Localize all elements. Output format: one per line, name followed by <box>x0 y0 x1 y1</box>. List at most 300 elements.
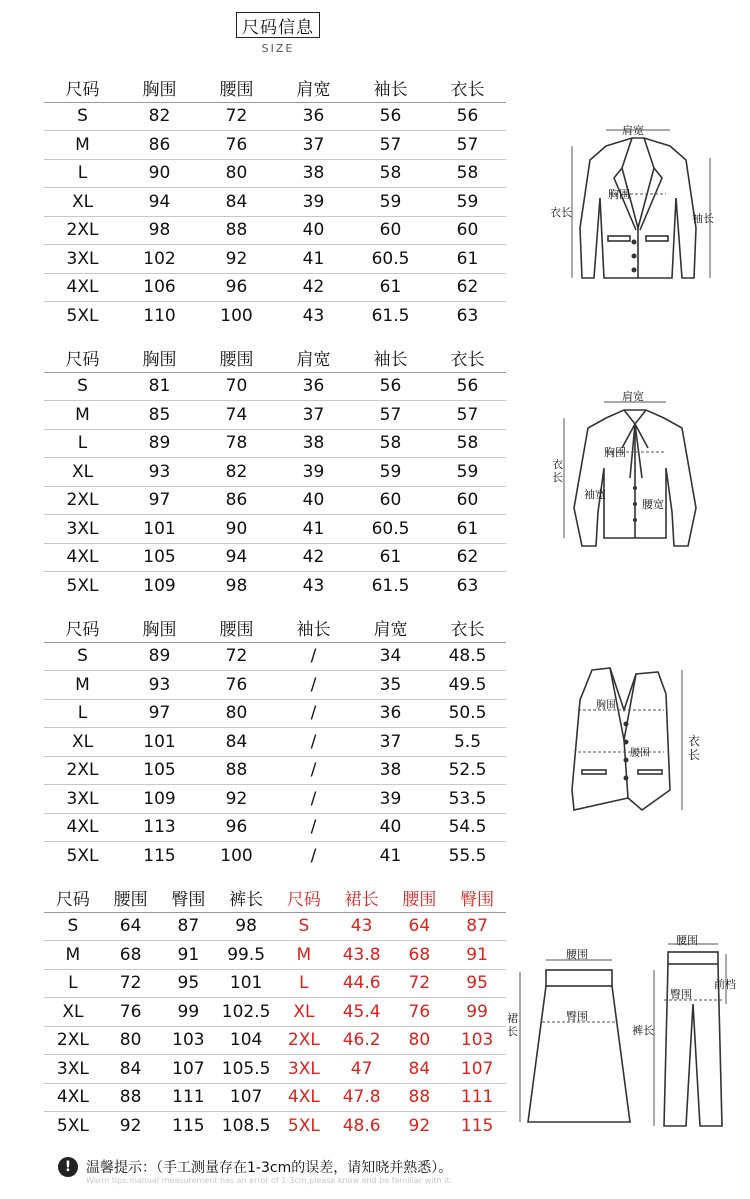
table-cell: 107 <box>229 1087 263 1108</box>
table-row <box>44 998 506 1027</box>
table-cell: 48.5 <box>448 646 487 667</box>
warm-tip-text: 温馨提示：（手工测量存在1-3cm的误差，请知晓并熟悉）。 <box>86 1160 453 1176</box>
table-cell: S <box>77 646 88 667</box>
table-cell: M <box>75 674 90 695</box>
table-cell: 44.6 <box>342 973 381 994</box>
table-row <box>44 245 506 274</box>
blazer-label-shoulder: 肩宽 <box>622 124 644 137</box>
table-cell: 62 <box>456 547 479 568</box>
table-cell: 58 <box>379 163 402 184</box>
table-cell: 96 <box>225 277 248 298</box>
table-cell: 92 <box>408 1116 431 1137</box>
table-cell: 43.8 <box>342 944 381 965</box>
table-cell: 104 <box>229 1030 263 1051</box>
table-cell: 88 <box>408 1087 431 1108</box>
table-cell: 58 <box>379 433 402 454</box>
table-cell: 3XL <box>56 1058 89 1079</box>
table-cell: 108.5 <box>221 1116 271 1137</box>
table-cell: / <box>310 674 317 695</box>
table-cell: 92 <box>119 1116 142 1137</box>
size-table-bottoms <box>44 884 506 1141</box>
table-cell: 111 <box>460 1087 494 1108</box>
table-cell: 107 <box>460 1058 494 1079</box>
skirt-label-length: 裙长 <box>507 1012 518 1038</box>
table-cell: 5XL <box>66 306 99 327</box>
table-cell: 55.5 <box>448 846 487 867</box>
table-cell: 36 <box>302 376 325 397</box>
table-cell: 5XL <box>66 576 99 597</box>
table-row <box>44 373 506 402</box>
table-cell: 86 <box>225 490 248 511</box>
table-cell: 39 <box>302 191 325 212</box>
table-cell: M <box>296 944 312 965</box>
table-cell: 98 <box>225 576 248 597</box>
table-header-cell: 袖长 <box>373 80 408 101</box>
table-cell: 115 <box>172 1116 205 1137</box>
table-cell: 93 <box>148 674 171 695</box>
table-row <box>44 458 506 487</box>
table-cell: 61 <box>456 248 479 269</box>
table-cell: 58 <box>456 433 479 454</box>
table-row <box>44 700 506 729</box>
table-cell: 2XL <box>66 760 99 781</box>
table-cell: 4XL <box>287 1087 320 1108</box>
table-cell: 4XL <box>66 277 99 298</box>
table-cell: 70 <box>225 376 248 397</box>
table-cell: 34 <box>379 646 402 667</box>
pants-illustration <box>630 930 750 1130</box>
table-cell: 84 <box>225 191 248 212</box>
table-cell: 101 <box>229 973 263 994</box>
table-cell: 68 <box>119 944 142 965</box>
table-cell: 80 <box>408 1030 431 1051</box>
table-cell: 80 <box>225 703 248 724</box>
blouse-illustration <box>550 388 720 558</box>
table-cell: 88 <box>119 1087 142 1108</box>
table-header-cell: 尺码 <box>65 80 100 101</box>
table-cell: 99.5 <box>227 944 266 965</box>
table-row <box>44 274 506 303</box>
table-cell: 98 <box>148 220 171 241</box>
table-cell: 91 <box>466 944 488 965</box>
table-header-cell: 肩宽 <box>296 350 331 371</box>
table-cell: 5XL <box>66 846 99 867</box>
table-row <box>44 103 506 132</box>
table-cell: 60 <box>379 220 402 241</box>
table-row <box>44 671 506 700</box>
table-cell: 86 <box>148 134 171 155</box>
table-cell: 5XL <box>287 1116 320 1137</box>
table-header-row <box>44 884 506 913</box>
table-header-row <box>44 614 506 643</box>
table-row <box>44 515 506 544</box>
table-row <box>44 757 506 786</box>
table-cell: 61 <box>379 547 402 568</box>
table-cell: 61.5 <box>371 576 410 597</box>
table-cell: 57 <box>379 404 402 425</box>
table-cell: 88 <box>225 220 248 241</box>
table-cell: 39 <box>379 788 402 809</box>
table-cell: 62 <box>456 277 479 298</box>
blouse-label-length: 衣长 <box>552 458 563 484</box>
table-header-cell: 臀围 <box>460 890 495 911</box>
table-cell: S <box>67 916 79 937</box>
table-cell: S <box>298 916 310 937</box>
table-cell: 93 <box>148 461 171 482</box>
table-cell: 57 <box>456 134 479 155</box>
skirt-label-waist: 腰围 <box>566 948 588 961</box>
table-cell: 53.5 <box>448 788 487 809</box>
table-cell: M <box>65 944 81 965</box>
table-cell: 38 <box>302 433 325 454</box>
table-cell: 61 <box>456 518 479 539</box>
table-cell: 92 <box>225 788 248 809</box>
table-cell: 82 <box>148 106 171 127</box>
table-cell: 40 <box>379 817 402 838</box>
pants-label-length: 裤长 <box>632 1024 654 1037</box>
table-cell: 3XL <box>66 248 99 269</box>
table-cell: 76 <box>225 134 248 155</box>
table-cell: 76 <box>119 1001 142 1022</box>
table-row <box>44 160 506 189</box>
table-cell: M <box>75 404 90 425</box>
table-cell: 64 <box>119 916 142 937</box>
table-header-cell: 腰围 <box>402 890 437 911</box>
table-cell: 89 <box>148 646 171 667</box>
table-cell: XL <box>62 1001 84 1022</box>
table-cell: 37 <box>302 134 325 155</box>
table-row <box>44 1112 506 1141</box>
skirt-illustration <box>506 942 636 1132</box>
blouse-label-shoulder: 肩宽 <box>622 390 644 403</box>
table-cell: 48.6 <box>342 1116 381 1137</box>
table-cell: / <box>310 760 317 781</box>
table-cell: 43 <box>302 306 325 327</box>
table-cell: 111 <box>172 1087 205 1108</box>
table-cell: 41 <box>302 248 325 269</box>
table-cell: 60.5 <box>371 248 410 269</box>
table-row <box>44 572 506 601</box>
table-cell: 2XL <box>287 1030 320 1051</box>
table-cell: 96 <box>225 817 248 838</box>
table-cell: XL <box>293 1001 315 1022</box>
table-cell: 78 <box>225 433 248 454</box>
table-cell: 68 <box>408 944 431 965</box>
table-cell: 56 <box>456 376 479 397</box>
table-cell: 60 <box>456 220 479 241</box>
table-header-cell: 臀围 <box>171 890 206 911</box>
table-cell: 2XL <box>56 1030 89 1051</box>
table-cell: 90 <box>225 518 248 539</box>
table-cell: 94 <box>225 547 248 568</box>
table-cell: 45.4 <box>342 1001 381 1022</box>
table-cell: 42 <box>302 277 325 298</box>
table-cell: 56 <box>379 106 402 127</box>
table-cell: 38 <box>302 163 325 184</box>
table-row <box>44 217 506 246</box>
table-cell: / <box>310 646 317 667</box>
table-cell: 107 <box>172 1058 205 1079</box>
table-header-cell: 胸围 <box>142 350 177 371</box>
table-cell: 101 <box>143 518 176 539</box>
table-header-cell: 尺码 <box>65 620 100 641</box>
table-cell: 106 <box>143 277 176 298</box>
table-cell: 87 <box>177 916 200 937</box>
table-cell: 2XL <box>66 220 99 241</box>
size-table-blazer <box>44 74 506 331</box>
size-table-vest <box>44 614 506 871</box>
table-cell: 64 <box>408 916 431 937</box>
table-header-cell: 腰围 <box>219 80 254 101</box>
table-cell: 100 <box>220 306 253 327</box>
table-cell: L <box>77 433 88 454</box>
table-cell: 103 <box>172 1030 205 1051</box>
table-cell: 56 <box>379 376 402 397</box>
table-cell: 72 <box>225 646 248 667</box>
table-row <box>44 401 506 430</box>
vest-illustration <box>570 660 710 825</box>
table-cell: 72 <box>225 106 248 127</box>
table-cell: 84 <box>225 731 248 752</box>
table-cell: 35 <box>379 674 402 695</box>
table-cell: 74 <box>225 404 248 425</box>
table-cell: 63 <box>456 306 479 327</box>
blazer-label-chest: 胸围 <box>608 188 630 201</box>
table-cell: 89 <box>148 433 171 454</box>
blazer-label-sleeve: 袖长 <box>692 212 714 225</box>
table-cell: 47.8 <box>342 1087 381 1108</box>
table-cell: XL <box>71 731 94 752</box>
table-cell: 80 <box>225 163 248 184</box>
table-cell: 103 <box>460 1030 494 1051</box>
table-cell: 61.5 <box>371 306 410 327</box>
pants-label-hip: 臀围 <box>670 988 692 1001</box>
table-cell: 95 <box>177 973 200 994</box>
table-cell: 3XL <box>66 788 99 809</box>
table-cell: 46.2 <box>342 1030 381 1051</box>
table-cell: L <box>77 703 88 724</box>
table-row <box>44 970 506 999</box>
blouse-label-chest: 胸围 <box>604 446 626 459</box>
table-cell: 37 <box>379 731 402 752</box>
table-cell: 95 <box>466 973 488 994</box>
table-header-cell: 袖长 <box>296 620 331 641</box>
table-cell: 63 <box>456 576 479 597</box>
page-subtitle: SIZE <box>261 42 295 55</box>
table-header-cell: 袖长 <box>373 350 408 371</box>
table-cell: 102.5 <box>221 1001 271 1022</box>
table-row <box>44 842 506 871</box>
table-cell: 3XL <box>287 1058 320 1079</box>
vest-label-length: 衣长 <box>688 734 701 762</box>
table-cell: 101 <box>143 731 176 752</box>
table-cell: 59 <box>456 461 479 482</box>
table-header-cell: 腰围 <box>219 620 254 641</box>
table-header-cell: 胸围 <box>142 80 177 101</box>
table-cell: 36 <box>379 703 402 724</box>
table-cell: / <box>310 703 317 724</box>
pants-label-waist: 腰围 <box>676 934 698 947</box>
table-header-cell: 衣长 <box>450 80 485 101</box>
table-cell: 60.5 <box>371 518 410 539</box>
table-cell: 42 <box>302 547 325 568</box>
table-cell: 39 <box>302 461 325 482</box>
table-cell: 41 <box>379 846 402 867</box>
size-table-blouse <box>44 344 506 601</box>
table-cell: 54.5 <box>448 817 487 838</box>
table-cell: 52.5 <box>448 760 487 781</box>
table-cell: 72 <box>119 973 142 994</box>
table-cell: 58 <box>456 163 479 184</box>
exclamation-icon: ! <box>58 1157 78 1177</box>
table-cell: 41 <box>302 518 325 539</box>
table-cell: / <box>310 731 317 752</box>
vest-label-waist: 腰围 <box>630 748 650 759</box>
table-row <box>44 487 506 516</box>
table-cell: / <box>310 788 317 809</box>
table-cell: 98 <box>235 916 257 937</box>
table-cell: 90 <box>148 163 171 184</box>
table-cell: 38 <box>379 760 402 781</box>
table-row <box>44 728 506 757</box>
table-row <box>44 1084 506 1113</box>
table-cell: 91 <box>177 944 200 965</box>
table-cell: 82 <box>225 461 248 482</box>
table-cell: 80 <box>119 1030 142 1051</box>
table-cell: S <box>77 106 88 127</box>
table-cell: 85 <box>148 404 171 425</box>
page-title-text: 尺码信息 <box>242 17 314 38</box>
table-cell: 110 <box>143 306 176 327</box>
table-cell: 47 <box>350 1058 373 1079</box>
table-cell: 105 <box>143 547 176 568</box>
table-cell: 84 <box>119 1058 142 1079</box>
table-cell: 100 <box>220 846 253 867</box>
table-cell: S <box>77 376 88 397</box>
table-row <box>44 188 506 217</box>
table-cell: 99 <box>177 1001 200 1022</box>
table-cell: 59 <box>379 461 402 482</box>
table-header-cell: 尺码 <box>55 890 90 911</box>
table-cell: 61 <box>379 277 402 298</box>
table-cell: 5XL <box>56 1116 89 1137</box>
table-cell: 84 <box>408 1058 431 1079</box>
table-cell: 43 <box>350 916 373 937</box>
blouse-label-sleeve: 袖宽 <box>584 488 606 501</box>
table-cell: 97 <box>148 490 171 511</box>
table-header-cell: 腰围 <box>113 890 148 911</box>
table-row <box>44 941 506 970</box>
table-cell: 88 <box>225 760 248 781</box>
table-cell: 4XL <box>66 547 99 568</box>
table-row <box>44 544 506 573</box>
table-header-cell: 衣长 <box>450 350 485 371</box>
table-row <box>44 643 506 672</box>
blouse-label-waist: 腰宽 <box>642 498 664 511</box>
table-row <box>44 131 506 160</box>
table-cell: 113 <box>143 817 176 838</box>
table-header-cell: 尺码 <box>286 890 321 911</box>
table-cell: 3XL <box>66 518 99 539</box>
table-cell: 37 <box>302 404 325 425</box>
table-header-row <box>44 74 506 103</box>
table-cell: 4XL <box>66 817 99 838</box>
table-cell: L <box>68 973 78 994</box>
table-cell: 59 <box>456 191 479 212</box>
table-header-cell: 衣长 <box>450 620 485 641</box>
table-cell: 49.5 <box>448 674 487 695</box>
table-cell: 60 <box>379 490 402 511</box>
warm-tip-subtext: Warm tips:manual measurement has an error of 1-3cm,please know and be familiar with it. <box>86 1176 453 1185</box>
table-header-row <box>44 344 506 373</box>
table-cell: 40 <box>302 220 325 241</box>
table-cell: 92 <box>225 248 248 269</box>
table-cell: 72 <box>408 973 431 994</box>
table-cell: 59 <box>379 191 402 212</box>
table-header-cell: 尺码 <box>65 350 100 371</box>
table-header-cell: 肩宽 <box>296 80 331 101</box>
table-header-cell: 腰围 <box>219 350 254 371</box>
table-cell: 5.5 <box>453 731 482 752</box>
table-cell: 50.5 <box>448 703 487 724</box>
table-row <box>44 302 506 331</box>
table-cell: XL <box>71 191 94 212</box>
table-row <box>44 814 506 843</box>
pants-label-rise: 前档 <box>714 978 736 991</box>
table-cell: 2XL <box>66 490 99 511</box>
table-cell: 60 <box>456 490 479 511</box>
table-row <box>44 785 506 814</box>
table-header-cell: 裤长 <box>229 890 264 911</box>
table-header-cell: 裙长 <box>344 890 379 911</box>
table-cell: M <box>75 134 90 155</box>
blazer-illustration <box>548 118 728 298</box>
table-cell: L <box>299 973 309 994</box>
table-cell: 115 <box>460 1116 494 1137</box>
table-header-cell: 肩宽 <box>373 620 408 641</box>
table-row <box>44 1027 506 1056</box>
table-row <box>44 430 506 459</box>
table-cell: 105.5 <box>221 1058 271 1079</box>
table-cell: 36 <box>302 106 325 127</box>
table-cell: 76 <box>408 1001 431 1022</box>
vest-label-chest: 胸围 <box>596 700 616 711</box>
table-cell: 4XL <box>56 1087 89 1108</box>
table-cell: 105 <box>143 760 176 781</box>
table-cell: 102 <box>143 248 176 269</box>
page-title <box>236 12 320 38</box>
table-cell: 94 <box>148 191 171 212</box>
table-cell: 56 <box>456 106 479 127</box>
skirt-label-hip: 臀围 <box>566 1010 588 1023</box>
table-cell: 81 <box>148 376 171 397</box>
table-cell: 115 <box>143 846 176 867</box>
table-header-cell: 胸围 <box>142 620 177 641</box>
blazer-label-length: 衣长 <box>550 206 572 219</box>
table-cell: / <box>310 817 317 838</box>
table-cell: L <box>77 163 88 184</box>
table-cell: 57 <box>456 404 479 425</box>
table-cell: 87 <box>466 916 488 937</box>
table-cell: 109 <box>143 788 176 809</box>
table-cell: XL <box>71 461 94 482</box>
table-cell: 109 <box>143 576 176 597</box>
table-cell: 43 <box>302 576 325 597</box>
table-cell: 57 <box>379 134 402 155</box>
table-cell: 40 <box>302 490 325 511</box>
table-cell: 99 <box>466 1001 488 1022</box>
table-cell: 97 <box>148 703 171 724</box>
